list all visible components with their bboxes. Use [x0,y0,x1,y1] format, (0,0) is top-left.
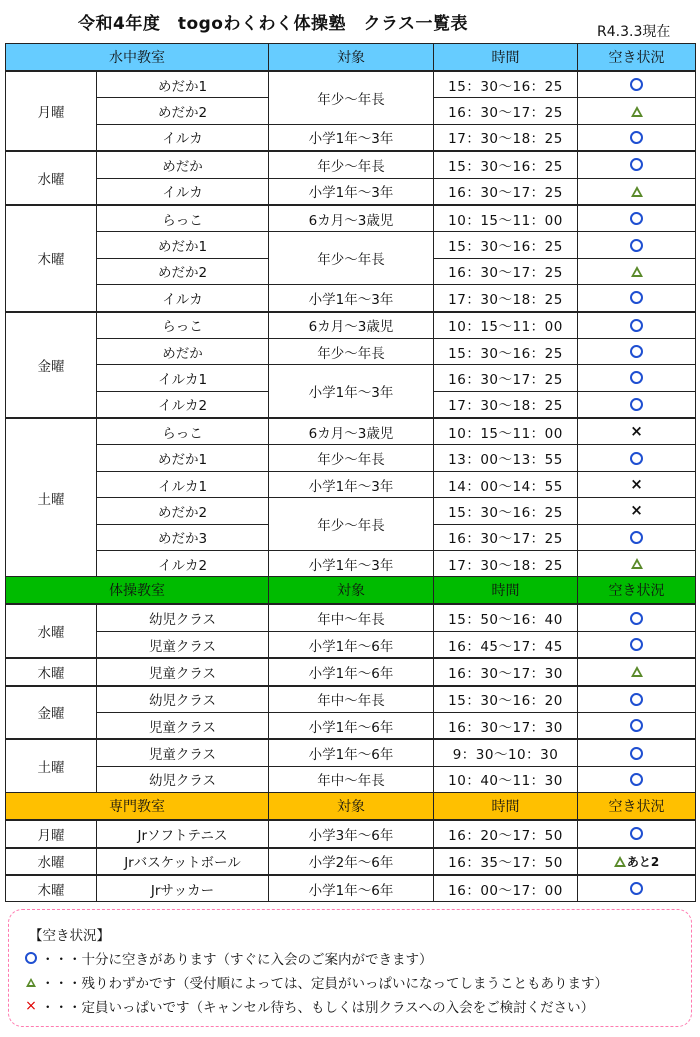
target-age: 小学1年～6年 [269,631,434,658]
class-name: イルカ1 [97,471,269,497]
time-slot: 15：50～16：40 [434,604,578,631]
target-age: 年少～年長 [269,498,434,551]
availability-cell [578,232,696,258]
day-cell: 木曜 [6,875,97,902]
circle-icon [630,345,643,358]
class-name: 児童クラス [97,712,269,739]
target-age: 小学1年～6年 [269,712,434,739]
day-cell: 月曜 [6,71,97,151]
day-cell: 水曜 [6,848,97,875]
target-age: 小学1年～3年 [269,471,434,497]
time-slot: 16：00～17：00 [434,875,578,902]
section-name: 専門教室 [6,793,269,821]
target-age: 6カ月～3歳児 [269,418,434,445]
section-header-special [6,793,696,821]
class-name: らっこ [97,312,269,339]
class-name: めだか2 [97,98,269,124]
time-slot: 16：30～17：30 [434,712,578,739]
availability-cell [578,124,696,151]
class-name: イルカ2 [97,391,269,418]
table-row [6,232,696,258]
day-cell: 土曜 [6,418,97,577]
target-age: 小学2年～6年 [269,848,434,875]
class-name: らっこ [97,418,269,445]
circle-icon [630,291,643,304]
header-target: 対象 [269,44,434,72]
target-age: 年少～年長 [269,151,434,178]
circle-icon [25,952,37,964]
class-name: Jrサッカー [97,875,269,902]
time-slot: 16：35～17：50 [434,848,578,875]
class-name: めだか2 [97,498,269,524]
page-title: 令和4年度 togoわくわく体操塾 クラス一覧表 [78,14,468,34]
time-slot: 16：45～17：45 [434,631,578,658]
circle-icon [630,78,643,91]
circle-icon [630,398,643,411]
as-of-date: R4.3.3現在 [597,24,671,40]
target-age: 小学1年～3年 [269,124,434,151]
class-name: めだか2 [97,258,269,284]
schedule-body [6,44,696,902]
availability-cell [578,712,696,739]
day-cell: 水曜 [6,151,97,205]
cross-icon: × [630,501,643,520]
time-slot: 15：30～16：25 [434,151,578,178]
legend-text: ・・・十分に空きがあります（すぐに入会のご案内ができます） [41,952,433,968]
time-slot: 16：30～17：25 [434,98,578,124]
availability-cell [578,686,696,713]
time-slot: 10：15～11：00 [434,312,578,339]
table-row [6,471,696,497]
class-name: イルカ [97,285,269,312]
target-age: 年少～年長 [269,232,434,285]
time-slot: 17：30～18：25 [434,551,578,577]
triangle-icon [631,186,643,197]
time-slot: 13：00～13：55 [434,445,578,471]
circle-icon [630,827,643,840]
circle-icon [630,239,643,252]
circle-icon [630,319,643,332]
class-name: 児童クラス [97,631,269,658]
time-slot: 10：40～11：30 [434,766,578,792]
table-row [6,712,696,739]
availability-cell [578,205,696,232]
target-age: 小学1年～3年 [269,551,434,577]
day-cell: 水曜 [6,604,97,658]
time-slot: 17：30～18：25 [434,124,578,151]
availability-cell [578,631,696,658]
class-name: めだか1 [97,71,269,98]
target-age: 小学1年～3年 [269,285,434,312]
class-name: イルカ [97,124,269,151]
section-name: 体操教室 [6,577,269,605]
day-cell: 土曜 [6,739,97,792]
legend-box [8,909,692,1027]
class-name: 幼児クラス [97,604,269,631]
legend-item-triangle [23,972,608,992]
header-status: 空き状況 [578,44,696,72]
circle-icon [630,747,643,760]
target-age: 小学1年～6年 [269,739,434,766]
time-slot: 9：30～10：30 [434,739,578,766]
table-row [6,658,696,685]
availability-cell [578,418,696,445]
table-row [6,338,696,364]
time-slot: 10：15～11：00 [434,418,578,445]
availability-cell [578,312,696,339]
circle-icon [630,638,643,651]
class-name: イルカ [97,178,269,205]
table-row [6,686,696,713]
table-row [6,766,696,792]
legend-text: ・・・定員いっぱいです（キャンセル待ち、もしくは別クラスへの入会をご検討ください） [41,1000,595,1016]
table-row [6,551,696,577]
header-status: 空き状況 [578,577,696,605]
class-name: めだか1 [97,232,269,258]
circle-icon [630,158,643,171]
time-slot: 16：30～17：30 [434,658,578,685]
table-row [6,365,696,391]
cross-icon: × [630,475,643,494]
availability-cell [578,365,696,391]
availability-cell [578,445,696,471]
table-row [6,205,696,232]
cross-icon: × [25,998,37,1014]
time-slot: 15：30～16：25 [434,232,578,258]
day-cell: 月曜 [6,820,97,847]
circle-icon [630,882,643,895]
triangle-icon [631,106,643,117]
class-name: イルカ1 [97,365,269,391]
target-age: 小学1年～3年 [269,178,434,205]
header-target: 対象 [269,577,434,605]
time-slot: 16：30～17：25 [434,365,578,391]
header-status: 空き状況 [578,793,696,821]
header-target: 対象 [269,793,434,821]
section-header-gym [6,577,696,605]
legend-item-circle [23,948,433,968]
availability-cell [578,338,696,364]
legend-title: 【空き状況】 [29,928,110,944]
circle-icon [630,612,643,625]
time-slot: 16：30～17：25 [434,524,578,550]
circle-icon [630,452,643,465]
availability-cell [578,178,696,205]
availability-cell [578,739,696,766]
triangle-icon [631,266,643,277]
header-time: 時間 [434,44,578,72]
availability-cell [578,71,696,98]
class-name: らっこ [97,205,269,232]
triangle-icon [26,978,36,987]
circle-icon [630,693,643,706]
availability-cell [578,604,696,631]
cross-icon: × [630,422,643,441]
target-age: 年中～年長 [269,686,434,713]
availability-cell [578,551,696,577]
triangle-icon [631,558,643,569]
availability-cell [578,151,696,178]
target-age: 年少～年長 [269,445,434,471]
day-cell: 金曜 [6,686,97,740]
time-slot: 17：30～18：25 [434,285,578,312]
target-age: 小学1年～6年 [269,658,434,685]
availability-cell [578,766,696,792]
availability-cell [578,658,696,685]
class-name: イルカ2 [97,551,269,577]
table-row [6,875,696,902]
availability-cell [578,848,696,875]
header-time: 時間 [434,793,578,821]
availability-cell [578,471,696,497]
table-row [6,312,696,339]
availability-cell [578,820,696,847]
availability-cell [578,98,696,124]
availability-cell [578,524,696,550]
time-slot: 14：00～14：55 [434,471,578,497]
table-row [6,739,696,766]
circle-icon [630,371,643,384]
triangle-icon [614,856,626,867]
table-row [6,418,696,445]
target-age: 小学1年～6年 [269,875,434,902]
table-row [6,124,696,151]
class-schedule-table [5,43,696,902]
table-row [6,848,696,875]
target-age: 年中～年長 [269,766,434,792]
table-row [6,151,696,178]
class-name: 児童クラス [97,658,269,685]
table-row [6,604,696,631]
target-age: 小学3年～6年 [269,820,434,847]
class-name: めだか [97,151,269,178]
table-row [6,71,696,98]
circle-icon [630,131,643,144]
class-name: めだか [97,338,269,364]
time-slot: 15：30～16：25 [434,71,578,98]
availability-cell [578,875,696,902]
target-age: 年中～年長 [269,604,434,631]
time-slot: 15：30～16：20 [434,686,578,713]
time-slot: 10：15～11：00 [434,205,578,232]
section-header-water [6,44,696,72]
legend-item-cross [23,996,594,1016]
class-name: Jrバスケットボール [97,848,269,875]
triangle-icon [631,666,643,677]
table-row [6,178,696,205]
class-name: 児童クラス [97,739,269,766]
class-name: 幼児クラス [97,686,269,713]
day-cell: 木曜 [6,658,97,685]
table-row [6,631,696,658]
circle-icon [630,531,643,544]
circle-icon [630,719,643,732]
availability-cell [578,285,696,312]
time-slot: 16：30～17：25 [434,178,578,205]
class-name: 幼児クラス [97,766,269,792]
header-time: 時間 [434,577,578,605]
time-slot: 16：20～17：50 [434,820,578,847]
day-cell: 金曜 [6,312,97,419]
table-row [6,820,696,847]
class-name: めだか1 [97,445,269,471]
time-slot: 15：30～16：25 [434,498,578,524]
table-row [6,498,696,524]
availability-cell [578,258,696,284]
target-age: 6カ月～3歳児 [269,205,434,232]
section-name: 水中教室 [6,44,269,72]
table-row [6,285,696,312]
circle-icon [630,773,643,786]
remaining-count: あと2 [626,854,660,869]
target-age: 小学1年～3年 [269,365,434,418]
target-age: 年少～年長 [269,338,434,364]
time-slot: 15：30～16：25 [434,338,578,364]
day-cell: 木曜 [6,205,97,312]
availability-cell [578,391,696,418]
target-age: 6カ月～3歳児 [269,312,434,339]
circle-icon [630,212,643,225]
class-name: めだか3 [97,524,269,550]
legend-text: ・・・残りわずかです（受付順によっては、定員がいっぱいになってしまうこともあります） [41,976,608,992]
availability-cell [578,498,696,524]
time-slot: 16：30～17：25 [434,258,578,284]
target-age: 年少～年長 [269,71,434,124]
table-row [6,445,696,471]
class-name: Jrソフトテニス [97,820,269,847]
time-slot: 17：30～18：25 [434,391,578,418]
